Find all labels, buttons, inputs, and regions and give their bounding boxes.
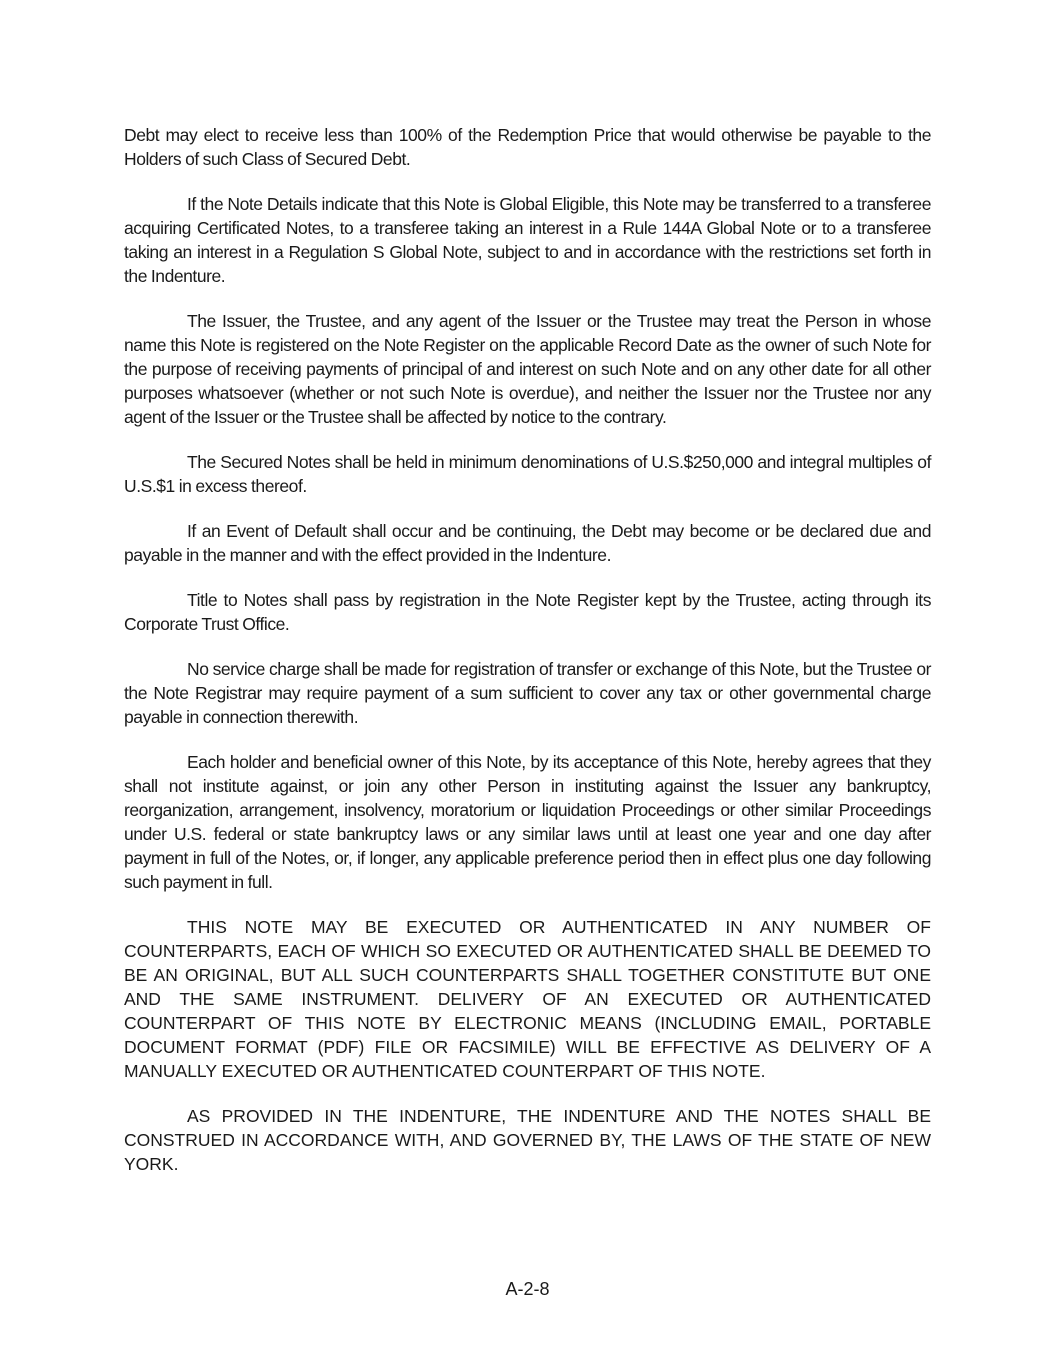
paragraph-owner-treatment: The Issuer, the Trustee, and any agent of the Issuer or the Trustee may treat the Person in whose name this Note is registered on the Note Register on the applicable Record Date as the owner of such Note for the purpose of receiving payments of principal of and interest on such Note and on any other date for all other purposes whatsoever (whether or not such Note is overdue), and neither the Issuer nor the Trustee nor any agent of the Issuer or the Trustee shall be affected by notice to the contrary.	[124, 311, 931, 427]
page-number: A-2-8	[505, 1279, 550, 1299]
paragraph-continuation: Debt may elect to receive less than 100% of the Redemption Price that would otherwise be payable to the Holders of such Class of Secured Debt.	[124, 125, 931, 169]
paragraph-non-petition: Each holder and beneficial owner of this Note, by its acceptance of this Note, hereby agrees that they shall not institute against, or join any other Person in instituting against the Issuer any bankruptcy, reorganization, arrangement, insolvency, moratorium or liquidation Proceedings or other similar Proceedings under U.S. federal or state bankruptcy laws or any similar laws until at least one year and one day after payment in full of the Notes, or, if longer, any applicable preference period then in effect plus one day following such payment in full.	[124, 752, 931, 892]
paragraph-event-of-default: If an Event of Default shall occur and be continuing, the Debt may become or be declared due and payable in the manner and with the effect provided in the Indenture.	[124, 521, 931, 565]
paragraph-title-to-notes: Title to Notes shall pass by registration in the Note Register kept by the Trustee, acting through its Corporate Trust Office.	[124, 590, 931, 634]
paragraph-service-charge: No service charge shall be made for registration of transfer or exchange of this Note, but the Trustee or the Note Registrar may require payment of a sum sufficient to cover any tax or other governmental charge payable in connection therewith.	[124, 659, 931, 727]
paragraph-governing-law: AS PROVIDED IN THE INDENTURE, THE INDENTURE AND THE NOTES SHALL BE CONSTRUED IN ACCORDANCE WITH, AND GOVERNED BY, THE LAWS OF THE STATE OF NEW YORK.	[124, 1106, 931, 1174]
paragraph-counterparts: THIS NOTE MAY BE EXECUTED OR AUTHENTICATED IN ANY NUMBER OF COUNTERPARTS, EACH OF WHICH SO EXECUTED OR AUTHENTICATED SHALL BE DEEMED TO BE AN ORIGINAL, BUT ALL SUCH COUNTERPARTS SHALL TOGETHER CONSTITUTE BUT ONE AND THE SAME INSTRUMENT. DELIVERY OF AN EXECUTED OR AUTHENTICATED COUNTERPART OF THIS NOTE BY ELECTRONIC MEANS (INCLUDING EMAIL, PORTABLE DOCUMENT FORMAT (PDF) FILE OR FACSIMILE) WILL BE EFFECTIVE AS DELIVERY OF A MANUALLY EXECUTED OR AUTHENTICATED COUNTERPART OF THIS NOTE.	[124, 917, 931, 1081]
paragraph-denominations: The Secured Notes shall be held in minimum denominations of U.S.$250,000 and integral multiples of U.S.$1 in excess thereof.	[124, 452, 931, 496]
document-body	[124, 123, 931, 1197]
paragraph-global-eligible: If the Note Details indicate that this Note is Global Eligible, this Note may be transferred to a transferee acquiring Certificated Notes, to a transferee taking an interest in a Rule 144A Global Note or to a transferee taking an interest in a Regulation S Global Note, subject to and in accordance with the restrictions set forth in the Indenture.	[124, 194, 931, 286]
